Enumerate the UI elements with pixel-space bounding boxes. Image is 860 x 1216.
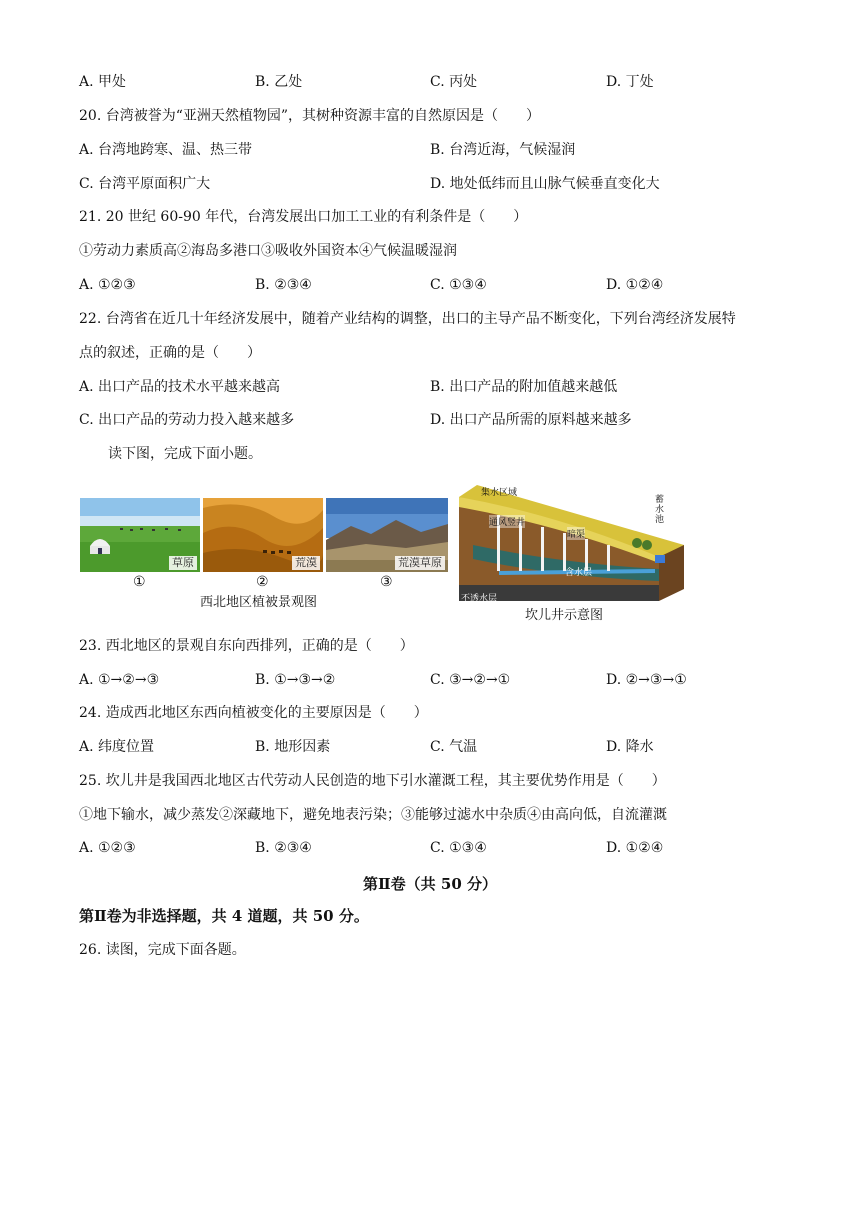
photo-number-2: ②: [256, 574, 269, 590]
label-catchment: 集水区域: [481, 488, 518, 498]
q25-items: ①地下输水，减少蒸发②深藏地下，避免地表污染；③能够过滤水中杂质④由高向低，自流灌溉: [79, 807, 667, 823]
photo-number-1: ①: [133, 574, 146, 590]
q22-stem-line2: 点的叙述，正确的是（ ）: [79, 345, 261, 361]
q22-options-row1: [79, 377, 799, 397]
q20-option-c: C. 台湾平原面积广大: [79, 176, 211, 192]
q23-option-a: A. ①→②→③: [79, 672, 160, 688]
q24-option-d: D. 降水: [606, 739, 654, 755]
instruction-text: 读下图，完成下面小题。: [108, 446, 262, 462]
q24-options: [79, 737, 799, 757]
q22-option-b: B. 出口产品的附加值越来越低: [430, 379, 618, 395]
q22-stem-line1: 22. 台湾省在近几十年经济发展中，随着产业结构的调整，出口的主导产品不断变化，下列台湾经济发展特: [79, 311, 736, 327]
q20-options-row1: [79, 140, 799, 160]
q19-option-c: C. 丙处: [430, 74, 478, 90]
q21-option-d: D. ①②④: [606, 277, 664, 293]
q20-options-row2: [79, 174, 799, 194]
photo-number-3: ③: [380, 574, 393, 590]
part2-note: 第Ⅱ卷为非选择题，共 4 道题，共 50 分。: [79, 907, 369, 925]
q20-option-d: D. 地处低纬而且山脉气候垂直变化大: [430, 176, 660, 192]
label-channel: 暗渠: [567, 527, 585, 540]
q23-option-b: B. ①→③→②: [255, 672, 336, 688]
label-impermeable: 不透水层: [461, 594, 498, 604]
photo-grassland: [80, 498, 200, 572]
figure-right-caption: 坎儿井示意图: [525, 608, 604, 623]
q24-option-b: B. 地形因素: [255, 739, 331, 755]
q19-option-b: B. 乙处: [255, 74, 303, 90]
q23-option-c: C. ③→②→①: [430, 672, 511, 688]
q21-stem: 21. 20 世纪 60-90 年代，台湾发展出口加工工业的有利条件是（ ）: [79, 209, 528, 225]
label-vent-shaft: 通风竖井: [489, 515, 525, 528]
q24-option-a: A. 纬度位置: [79, 739, 155, 755]
q23-option-d: D. ②→③→①: [606, 672, 687, 688]
q19-option-a: A. 甲处: [79, 74, 127, 90]
q20-stem: 20. 台湾被誉为“亚洲天然植物园”，其树种资源丰富的自然原因是（ ）: [79, 108, 541, 124]
q21-option-c: C. ①③④: [430, 277, 487, 293]
q25-option-a: A. ①②③: [79, 840, 136, 856]
q19-options: [79, 72, 799, 92]
photo-desert: [203, 498, 323, 572]
q21-items: ①劳动力素质高②海岛多港口③吸收外国资本④气候温暖湿润: [79, 243, 457, 259]
q24-stem: 24. 造成西北地区东西向植被变化的主要原因是（ ）: [79, 705, 428, 721]
q20-option-a: A. 台湾地跨寒、温、热三带: [79, 142, 253, 158]
photo-label-grassland: 草原: [169, 556, 197, 570]
q23-stem: 23. 西北地区的景观自东向西排列，正确的是（ ）: [79, 638, 414, 654]
q21-options: [79, 275, 799, 295]
q25-stem: 25. 坎儿井是我国西北地区古代劳动人民创造的地下引水灌溉工程，其主要优势作用是（ ）: [79, 773, 666, 789]
q21-option-a: A. ①②③: [79, 277, 136, 293]
q25-options: [79, 838, 799, 858]
karez-diagram: [459, 485, 684, 605]
q22-option-c: C. 出口产品的劳动力投入越来越多: [79, 412, 295, 428]
q26-stem: 26. 读图，完成下面各题。: [79, 942, 246, 958]
q23-options: [79, 670, 799, 690]
q22-options-row2: [79, 410, 799, 430]
q25-option-b: B. ②③④: [255, 840, 312, 856]
photo-desert-steppe: [326, 498, 448, 572]
label-pool: 蓄水池: [655, 495, 665, 525]
q24-option-c: C. 气温: [430, 739, 478, 755]
q25-option-c: C. ①③④: [430, 840, 487, 856]
figure-left-caption: 西北地区植被景观图: [200, 595, 318, 610]
q22-option-a: A. 出口产品的技术水平越来越高: [79, 379, 281, 395]
q20-option-b: B. 台湾近海，气候湿润: [430, 142, 576, 158]
q22-option-d: D. 出口产品所需的原料越来越多: [430, 412, 632, 428]
q21-option-b: B. ②③④: [255, 277, 312, 293]
photo-label-desert-steppe: 荒漠草原: [395, 556, 445, 570]
label-aquifer: 含水层: [565, 568, 593, 578]
part2-title: 第Ⅱ卷（共 50 分）: [363, 875, 497, 893]
q19-option-d: D. 丁处: [606, 74, 654, 90]
q25-option-d: D. ①②④: [606, 840, 664, 856]
photo-label-desert: 荒漠: [292, 556, 320, 570]
